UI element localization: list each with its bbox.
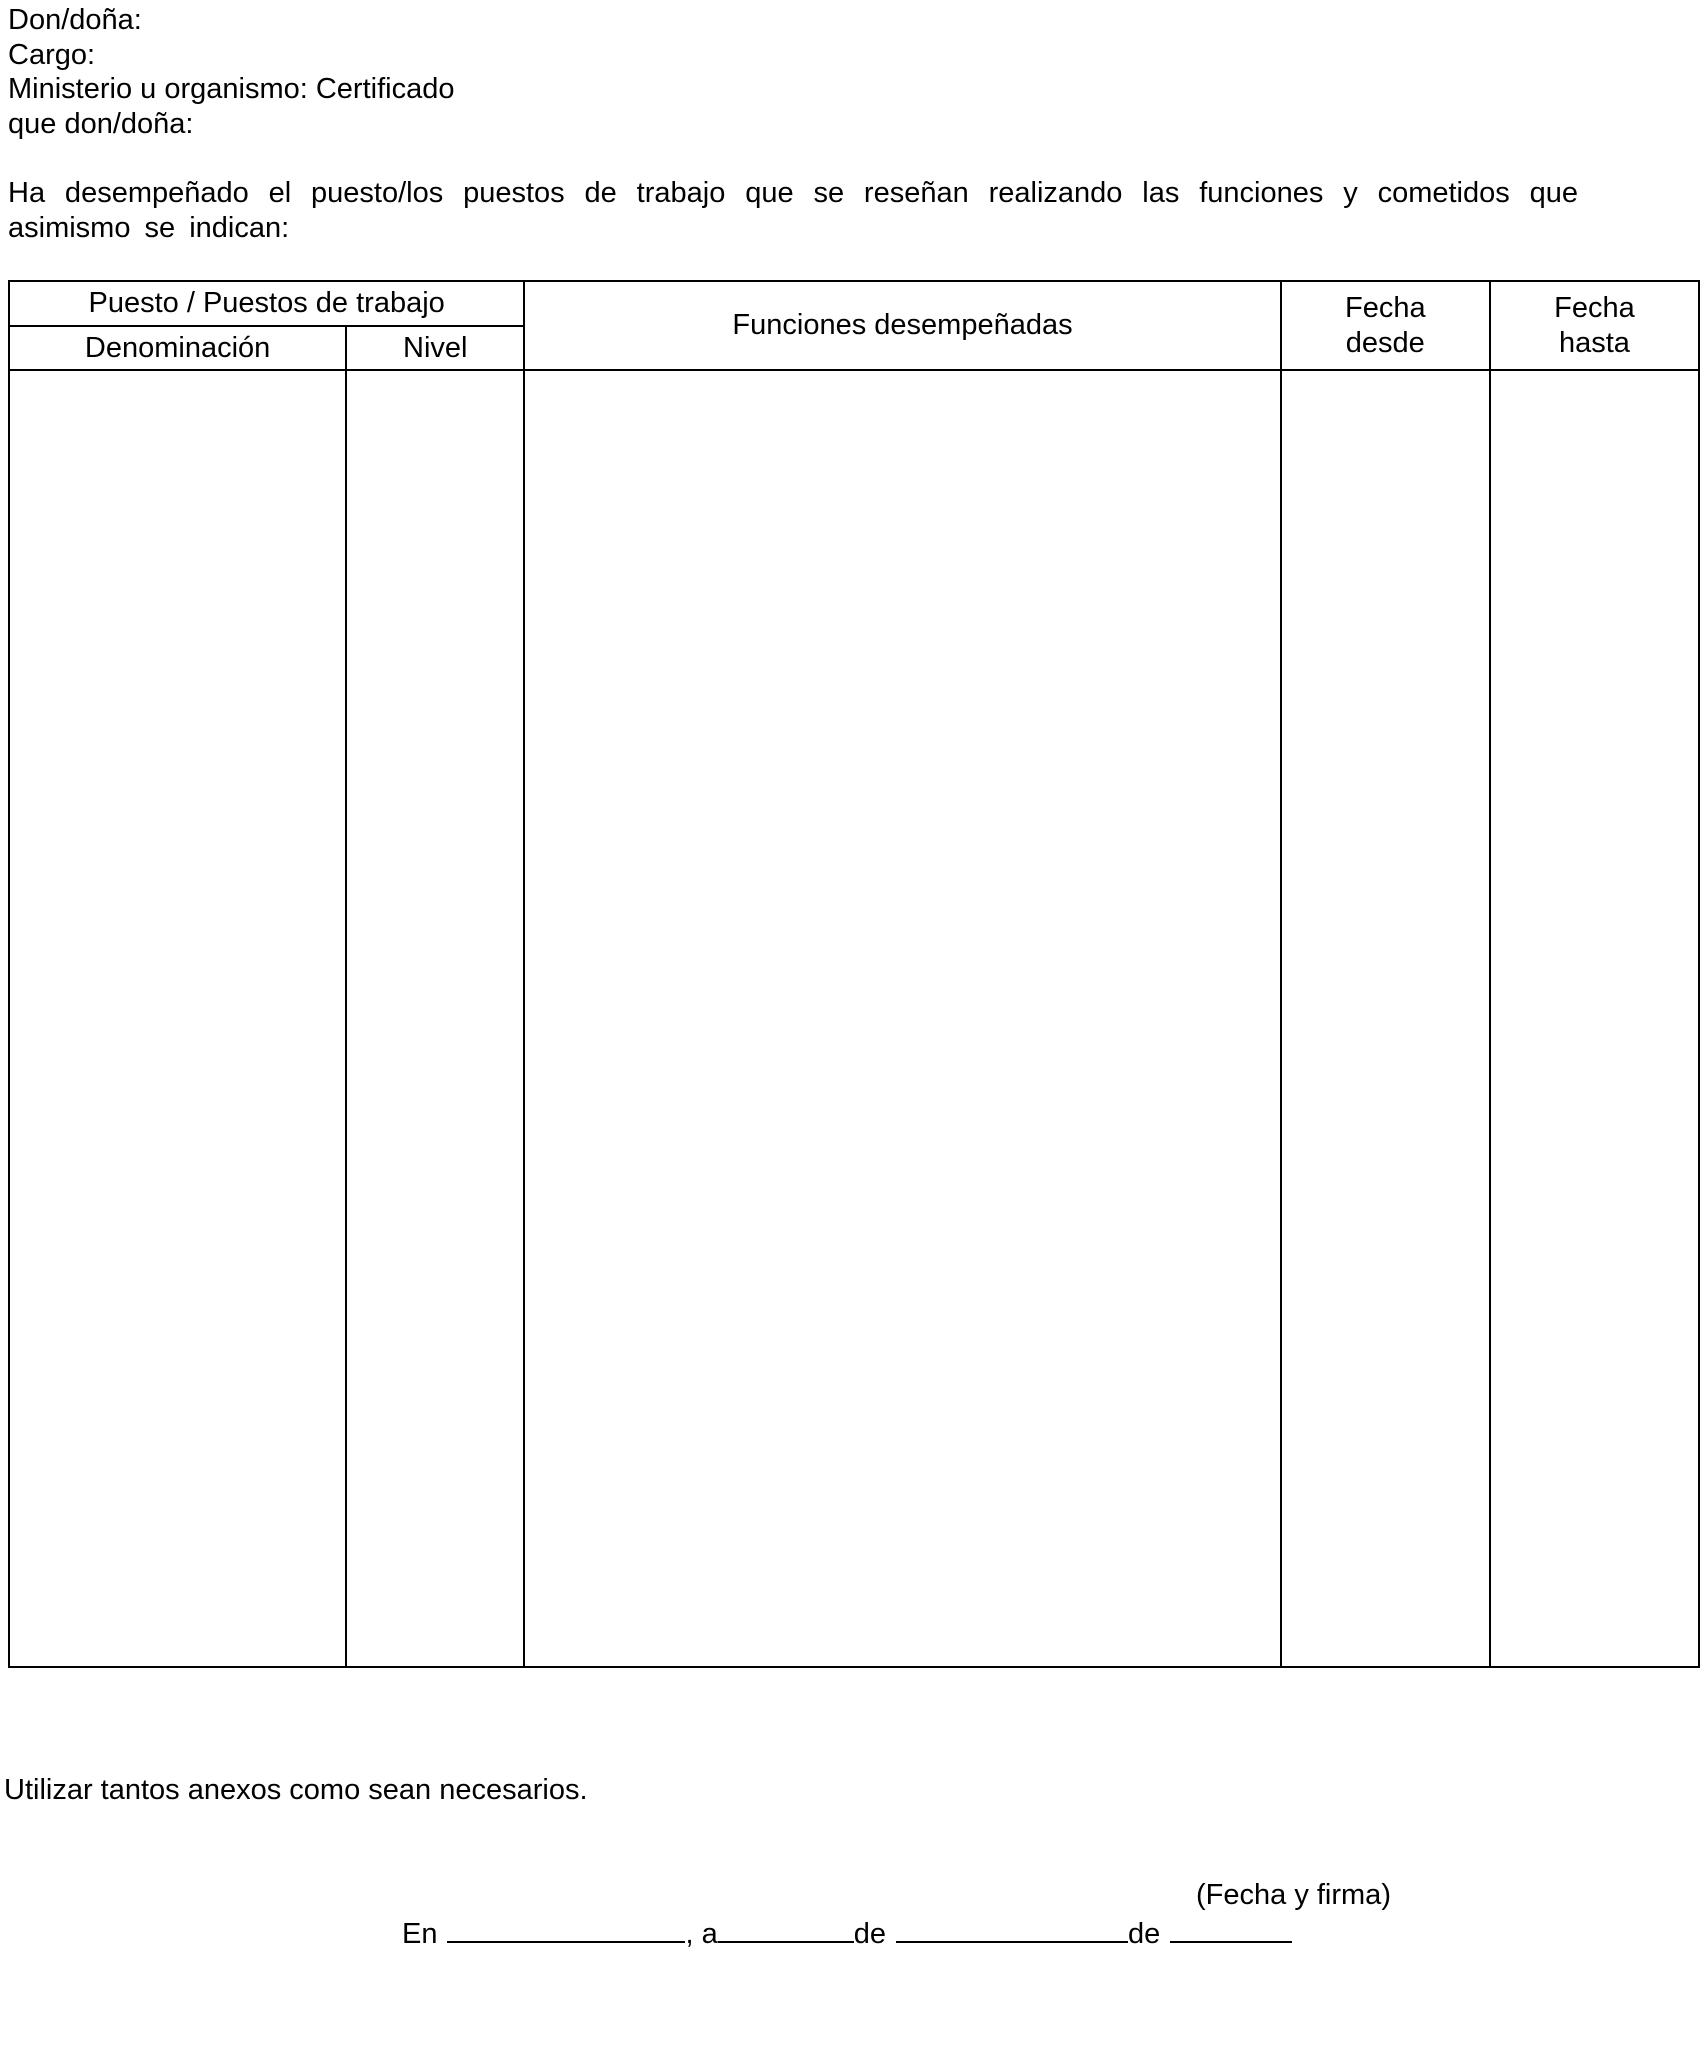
cargo-label: Cargo:	[8, 39, 96, 71]
cell-fecha-desde[interactable]	[1281, 370, 1490, 1667]
cell-funciones[interactable]	[524, 370, 1280, 1667]
year-blank[interactable]	[1170, 1913, 1292, 1943]
signature-caption: (Fecha y firma)	[1196, 1879, 1391, 1911]
ministerio-label: Ministerio u organismo: Certificado	[8, 73, 455, 105]
month-blank[interactable]	[896, 1913, 1128, 1943]
header-nivel: Nivel	[346, 326, 524, 370]
place-blank[interactable]	[447, 1913, 685, 1943]
header-fecha-hasta-line2: hasta	[1558, 326, 1630, 359]
place-date-line	[402, 1913, 1292, 1952]
job-positions-table	[8, 280, 1700, 1668]
header-fecha-desde-line1: Fecha	[1344, 291, 1426, 324]
en-label: En	[402, 1918, 438, 1950]
intro-paragraph: Ha desempeñado el puesto/los puestos de trabajo que se reseñan realizando las funciones y cometidos que asimismo se indican:	[8, 177, 1578, 244]
header-funciones: Funciones desempeñadas	[524, 281, 1280, 370]
header-denominacion: Denominación	[9, 326, 346, 370]
que-don-dona-label: que don/doña:	[8, 108, 194, 140]
group-header-puesto: Puesto / Puestos de trabajo	[9, 281, 524, 326]
don-dona-label: Don/doña:	[8, 4, 142, 36]
de-label-1: de	[853, 1918, 886, 1950]
cell-fecha-hasta[interactable]	[1490, 370, 1699, 1667]
header-fecha-hasta	[1490, 281, 1699, 370]
de-label-2: de	[1128, 1918, 1161, 1950]
header-fecha-desde	[1281, 281, 1490, 370]
cell-nivel[interactable]	[346, 370, 524, 1667]
cell-denominacion[interactable]	[9, 370, 346, 1667]
comma-a-label: , a	[685, 1918, 718, 1950]
day-blank[interactable]	[718, 1913, 854, 1943]
header-fecha-desde-line2: desde	[1345, 326, 1425, 359]
annex-note: Utilizar tantos anexos como sean necesarios.	[4, 1774, 588, 1806]
header-fecha-hasta-line1: Fecha	[1554, 291, 1635, 324]
